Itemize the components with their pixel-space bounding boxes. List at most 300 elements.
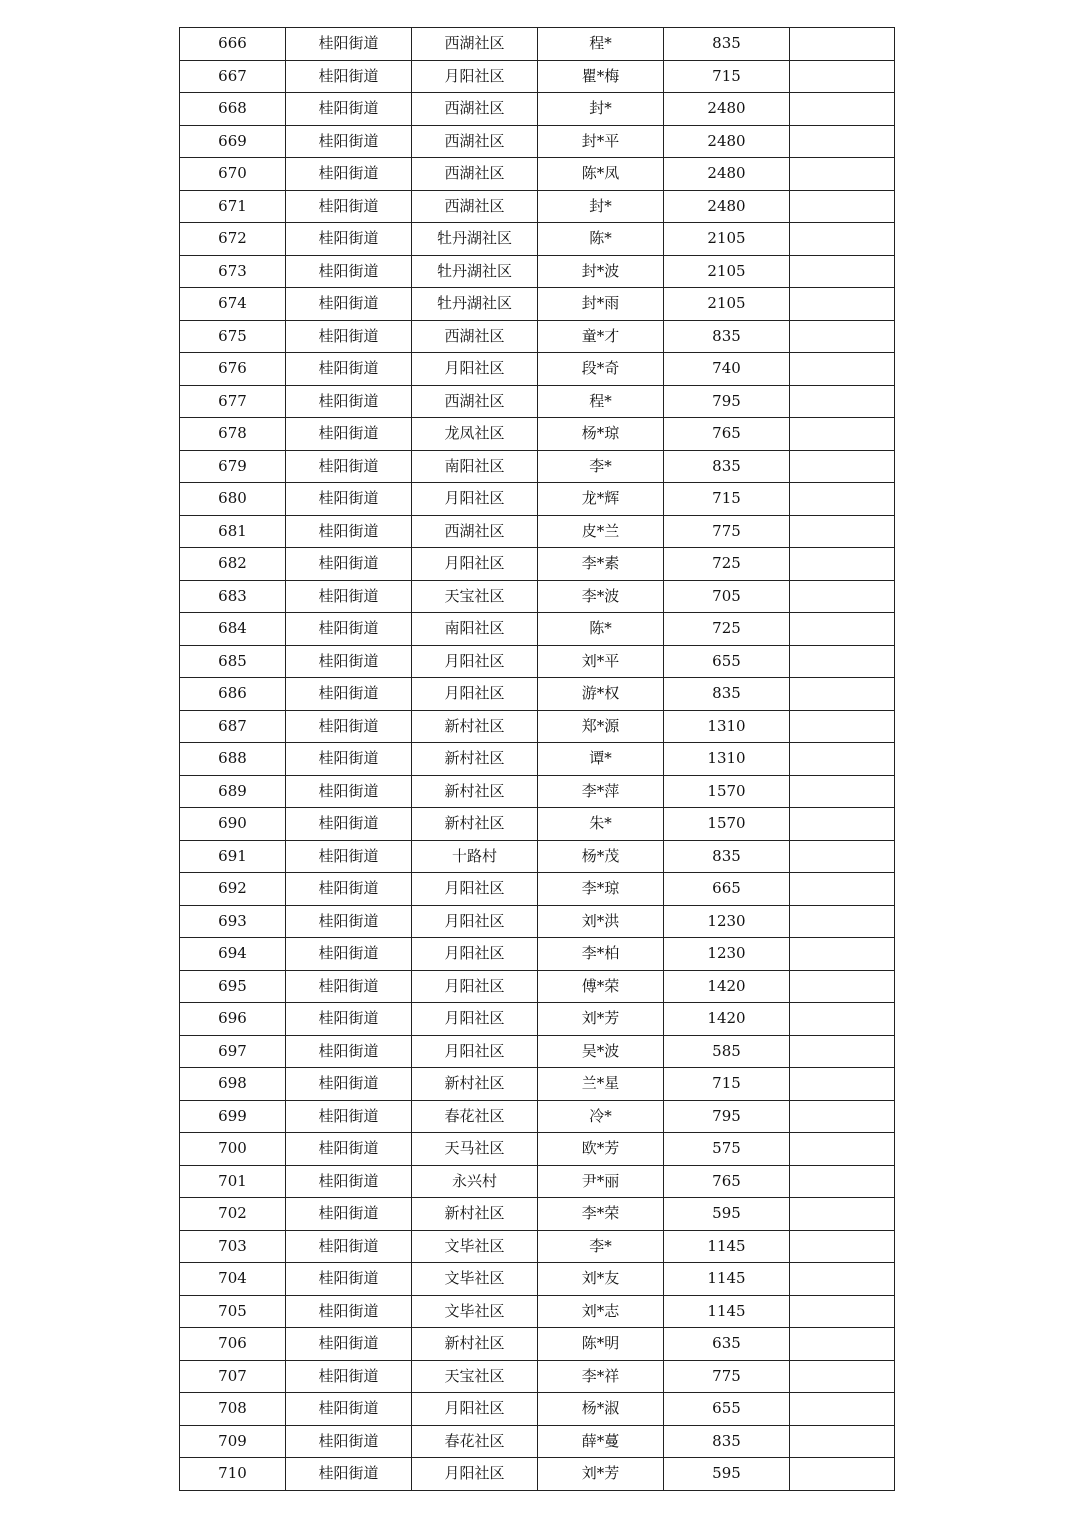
community-cell: 西湖社区 xyxy=(412,158,538,191)
street-cell: 桂阳街道 xyxy=(286,1458,412,1491)
street-cell: 桂阳街道 xyxy=(286,1328,412,1361)
amount-cell: 725 xyxy=(664,613,790,646)
community-cell: 月阳社区 xyxy=(412,1035,538,1068)
name-cell: 李*萍 xyxy=(538,775,664,808)
amount-cell: 835 xyxy=(664,678,790,711)
table-row xyxy=(180,775,895,808)
roster-table-body xyxy=(180,28,895,1491)
name-cell: 刘*洪 xyxy=(538,905,664,938)
remark-cell xyxy=(790,1068,895,1101)
remark-cell xyxy=(790,1035,895,1068)
community-cell: 文毕社区 xyxy=(412,1263,538,1296)
table-row xyxy=(180,483,895,516)
community-cell: 新村社区 xyxy=(412,775,538,808)
serial-number-cell: 689 xyxy=(180,775,286,808)
street-cell: 桂阳街道 xyxy=(286,515,412,548)
remark-cell xyxy=(790,710,895,743)
street-cell: 桂阳街道 xyxy=(286,223,412,256)
table-row xyxy=(180,808,895,841)
amount-cell: 595 xyxy=(664,1458,790,1491)
table-row xyxy=(180,1328,895,1361)
name-cell: 李* xyxy=(538,1230,664,1263)
table-row xyxy=(180,1003,895,1036)
community-cell: 西湖社区 xyxy=(412,320,538,353)
remark-cell xyxy=(790,580,895,613)
name-cell: 郑*源 xyxy=(538,710,664,743)
community-cell: 牡丹湖社区 xyxy=(412,255,538,288)
table-row xyxy=(180,1425,895,1458)
table-row xyxy=(180,905,895,938)
serial-number-cell: 671 xyxy=(180,190,286,223)
serial-number-cell: 694 xyxy=(180,938,286,971)
community-cell: 月阳社区 xyxy=(412,1003,538,1036)
amount-cell: 1230 xyxy=(664,905,790,938)
name-cell: 李* xyxy=(538,450,664,483)
street-cell: 桂阳街道 xyxy=(286,1425,412,1458)
remark-cell xyxy=(790,1295,895,1328)
table-row xyxy=(180,743,895,776)
table-row xyxy=(180,1133,895,1166)
serial-number-cell: 709 xyxy=(180,1425,286,1458)
street-cell: 桂阳街道 xyxy=(286,1198,412,1231)
community-cell: 月阳社区 xyxy=(412,873,538,906)
table-row xyxy=(180,645,895,678)
amount-cell: 715 xyxy=(664,60,790,93)
community-cell: 春花社区 xyxy=(412,1100,538,1133)
street-cell: 桂阳街道 xyxy=(286,970,412,1003)
community-cell: 西湖社区 xyxy=(412,385,538,418)
name-cell: 欧*芳 xyxy=(538,1133,664,1166)
street-cell: 桂阳街道 xyxy=(286,1003,412,1036)
community-cell: 新村社区 xyxy=(412,1198,538,1231)
remark-cell xyxy=(790,1198,895,1231)
amount-cell: 775 xyxy=(664,515,790,548)
roster-table xyxy=(179,27,895,1491)
amount-cell: 715 xyxy=(664,1068,790,1101)
remark-cell xyxy=(790,1360,895,1393)
street-cell: 桂阳街道 xyxy=(286,320,412,353)
remark-cell xyxy=(790,320,895,353)
serial-number-cell: 696 xyxy=(180,1003,286,1036)
remark-cell xyxy=(790,775,895,808)
serial-number-cell: 698 xyxy=(180,1068,286,1101)
street-cell: 桂阳街道 xyxy=(286,60,412,93)
community-cell: 南阳社区 xyxy=(412,450,538,483)
community-cell: 月阳社区 xyxy=(412,645,538,678)
name-cell: 刘*芳 xyxy=(538,1003,664,1036)
remark-cell xyxy=(790,255,895,288)
name-cell: 陈* xyxy=(538,223,664,256)
amount-cell: 595 xyxy=(664,1198,790,1231)
serial-number-cell: 675 xyxy=(180,320,286,353)
remark-cell xyxy=(790,743,895,776)
amount-cell: 1145 xyxy=(664,1230,790,1263)
community-cell: 新村社区 xyxy=(412,808,538,841)
street-cell: 桂阳街道 xyxy=(286,678,412,711)
table-row xyxy=(180,320,895,353)
street-cell: 桂阳街道 xyxy=(286,1263,412,1296)
community-cell: 月阳社区 xyxy=(412,1393,538,1426)
community-cell: 牡丹湖社区 xyxy=(412,223,538,256)
amount-cell: 2480 xyxy=(664,93,790,126)
name-cell: 童*才 xyxy=(538,320,664,353)
serial-number-cell: 685 xyxy=(180,645,286,678)
table-row xyxy=(180,353,895,386)
community-cell: 南阳社区 xyxy=(412,613,538,646)
name-cell: 游*权 xyxy=(538,678,664,711)
street-cell: 桂阳街道 xyxy=(286,1068,412,1101)
community-cell: 文毕社区 xyxy=(412,1230,538,1263)
remark-cell xyxy=(790,93,895,126)
street-cell: 桂阳街道 xyxy=(286,158,412,191)
remark-cell xyxy=(790,28,895,61)
serial-number-cell: 674 xyxy=(180,288,286,321)
serial-number-cell: 700 xyxy=(180,1133,286,1166)
remark-cell xyxy=(790,223,895,256)
serial-number-cell: 699 xyxy=(180,1100,286,1133)
community-cell: 新村社区 xyxy=(412,1328,538,1361)
remark-cell xyxy=(790,548,895,581)
remark-cell xyxy=(790,450,895,483)
table-row xyxy=(180,93,895,126)
serial-number-cell: 680 xyxy=(180,483,286,516)
name-cell: 朱* xyxy=(538,808,664,841)
serial-number-cell: 668 xyxy=(180,93,286,126)
community-cell: 新村社区 xyxy=(412,710,538,743)
amount-cell: 775 xyxy=(664,1360,790,1393)
amount-cell: 1310 xyxy=(664,743,790,776)
remark-cell xyxy=(790,190,895,223)
amount-cell: 665 xyxy=(664,873,790,906)
serial-number-cell: 708 xyxy=(180,1393,286,1426)
remark-cell xyxy=(790,515,895,548)
street-cell: 桂阳街道 xyxy=(286,938,412,971)
street-cell: 桂阳街道 xyxy=(286,840,412,873)
amount-cell: 2480 xyxy=(664,190,790,223)
remark-cell xyxy=(790,905,895,938)
amount-cell: 835 xyxy=(664,320,790,353)
table-row xyxy=(180,1263,895,1296)
name-cell: 龙*辉 xyxy=(538,483,664,516)
amount-cell: 1310 xyxy=(664,710,790,743)
amount-cell: 1145 xyxy=(664,1263,790,1296)
amount-cell: 795 xyxy=(664,1100,790,1133)
table-row xyxy=(180,125,895,158)
remark-cell xyxy=(790,125,895,158)
community-cell: 龙凤社区 xyxy=(412,418,538,451)
remark-cell xyxy=(790,385,895,418)
serial-number-cell: 693 xyxy=(180,905,286,938)
remark-cell xyxy=(790,288,895,321)
serial-number-cell: 669 xyxy=(180,125,286,158)
name-cell: 李*荣 xyxy=(538,1198,664,1231)
remark-cell xyxy=(790,873,895,906)
street-cell: 桂阳街道 xyxy=(286,1100,412,1133)
street-cell: 桂阳街道 xyxy=(286,1393,412,1426)
table-row xyxy=(180,1295,895,1328)
street-cell: 桂阳街道 xyxy=(286,808,412,841)
table-row xyxy=(180,873,895,906)
remark-cell xyxy=(790,483,895,516)
table-row xyxy=(180,970,895,1003)
remark-cell xyxy=(790,353,895,386)
street-cell: 桂阳街道 xyxy=(286,1133,412,1166)
community-cell: 月阳社区 xyxy=(412,60,538,93)
amount-cell: 575 xyxy=(664,1133,790,1166)
street-cell: 桂阳街道 xyxy=(286,28,412,61)
name-cell: 杨*茂 xyxy=(538,840,664,873)
table-row xyxy=(180,450,895,483)
remark-cell xyxy=(790,808,895,841)
street-cell: 桂阳街道 xyxy=(286,483,412,516)
serial-number-cell: 667 xyxy=(180,60,286,93)
community-cell: 天宝社区 xyxy=(412,580,538,613)
table-row xyxy=(180,1035,895,1068)
amount-cell: 655 xyxy=(664,645,790,678)
community-cell: 西湖社区 xyxy=(412,190,538,223)
table-row xyxy=(180,1100,895,1133)
street-cell: 桂阳街道 xyxy=(286,450,412,483)
amount-cell: 1570 xyxy=(664,775,790,808)
table-row xyxy=(180,1230,895,1263)
remark-cell xyxy=(790,678,895,711)
name-cell: 李*琼 xyxy=(538,873,664,906)
serial-number-cell: 702 xyxy=(180,1198,286,1231)
amount-cell: 835 xyxy=(664,28,790,61)
community-cell: 月阳社区 xyxy=(412,678,538,711)
remark-cell xyxy=(790,613,895,646)
serial-number-cell: 707 xyxy=(180,1360,286,1393)
amount-cell: 1145 xyxy=(664,1295,790,1328)
street-cell: 桂阳街道 xyxy=(286,1165,412,1198)
serial-number-cell: 686 xyxy=(180,678,286,711)
community-cell: 月阳社区 xyxy=(412,353,538,386)
serial-number-cell: 673 xyxy=(180,255,286,288)
street-cell: 桂阳街道 xyxy=(286,418,412,451)
remark-cell xyxy=(790,1165,895,1198)
community-cell: 西湖社区 xyxy=(412,93,538,126)
name-cell: 李*素 xyxy=(538,548,664,581)
amount-cell: 835 xyxy=(664,1425,790,1458)
remark-cell xyxy=(790,645,895,678)
table-row xyxy=(180,60,895,93)
community-cell: 月阳社区 xyxy=(412,483,538,516)
community-cell: 月阳社区 xyxy=(412,938,538,971)
amount-cell: 705 xyxy=(664,580,790,613)
street-cell: 桂阳街道 xyxy=(286,190,412,223)
community-cell: 天马社区 xyxy=(412,1133,538,1166)
table-row xyxy=(180,158,895,191)
amount-cell: 765 xyxy=(664,1165,790,1198)
amount-cell: 655 xyxy=(664,1393,790,1426)
name-cell: 刘*平 xyxy=(538,645,664,678)
table-row xyxy=(180,1198,895,1231)
table-row xyxy=(180,580,895,613)
name-cell: 冷* xyxy=(538,1100,664,1133)
serial-number-cell: 670 xyxy=(180,158,286,191)
serial-number-cell: 701 xyxy=(180,1165,286,1198)
remark-cell xyxy=(790,1458,895,1491)
table-row xyxy=(180,1360,895,1393)
amount-cell: 835 xyxy=(664,840,790,873)
street-cell: 桂阳街道 xyxy=(286,905,412,938)
table-row xyxy=(180,1458,895,1491)
remark-cell xyxy=(790,1230,895,1263)
name-cell: 兰*星 xyxy=(538,1068,664,1101)
serial-number-cell: 691 xyxy=(180,840,286,873)
street-cell: 桂阳街道 xyxy=(286,1360,412,1393)
table-row xyxy=(180,190,895,223)
remark-cell xyxy=(790,1328,895,1361)
table-row xyxy=(180,418,895,451)
street-cell: 桂阳街道 xyxy=(286,255,412,288)
serial-number-cell: 672 xyxy=(180,223,286,256)
amount-cell: 715 xyxy=(664,483,790,516)
serial-number-cell: 704 xyxy=(180,1263,286,1296)
name-cell: 陈*明 xyxy=(538,1328,664,1361)
serial-number-cell: 706 xyxy=(180,1328,286,1361)
street-cell: 桂阳街道 xyxy=(286,613,412,646)
serial-number-cell: 679 xyxy=(180,450,286,483)
amount-cell: 740 xyxy=(664,353,790,386)
serial-number-cell: 678 xyxy=(180,418,286,451)
street-cell: 桂阳街道 xyxy=(286,288,412,321)
table-row xyxy=(180,515,895,548)
community-cell: 月阳社区 xyxy=(412,970,538,1003)
name-cell: 李*祥 xyxy=(538,1360,664,1393)
street-cell: 桂阳街道 xyxy=(286,548,412,581)
table-row xyxy=(180,223,895,256)
amount-cell: 2105 xyxy=(664,223,790,256)
street-cell: 桂阳街道 xyxy=(286,743,412,776)
name-cell: 程* xyxy=(538,385,664,418)
name-cell: 程* xyxy=(538,28,664,61)
street-cell: 桂阳街道 xyxy=(286,645,412,678)
remark-cell xyxy=(790,1263,895,1296)
name-cell: 薛*蔓 xyxy=(538,1425,664,1458)
serial-number-cell: 710 xyxy=(180,1458,286,1491)
community-cell: 天宝社区 xyxy=(412,1360,538,1393)
street-cell: 桂阳街道 xyxy=(286,710,412,743)
community-cell: 月阳社区 xyxy=(412,905,538,938)
remark-cell xyxy=(790,938,895,971)
remark-cell xyxy=(790,970,895,1003)
serial-number-cell: 681 xyxy=(180,515,286,548)
table-row xyxy=(180,288,895,321)
community-cell: 新村社区 xyxy=(412,1068,538,1101)
name-cell: 吴*波 xyxy=(538,1035,664,1068)
table-row xyxy=(180,548,895,581)
street-cell: 桂阳街道 xyxy=(286,873,412,906)
amount-cell: 765 xyxy=(664,418,790,451)
name-cell: 封*波 xyxy=(538,255,664,288)
remark-cell xyxy=(790,1100,895,1133)
community-cell: 西湖社区 xyxy=(412,125,538,158)
serial-number-cell: 666 xyxy=(180,28,286,61)
amount-cell: 1230 xyxy=(664,938,790,971)
remark-cell xyxy=(790,1393,895,1426)
name-cell: 皮*兰 xyxy=(538,515,664,548)
amount-cell: 585 xyxy=(664,1035,790,1068)
table-row xyxy=(180,255,895,288)
community-cell: 牡丹湖社区 xyxy=(412,288,538,321)
serial-number-cell: 705 xyxy=(180,1295,286,1328)
name-cell: 谭* xyxy=(538,743,664,776)
community-cell: 文毕社区 xyxy=(412,1295,538,1328)
remark-cell xyxy=(790,158,895,191)
remark-cell xyxy=(790,418,895,451)
community-cell: 新村社区 xyxy=(412,743,538,776)
amount-cell: 2480 xyxy=(664,158,790,191)
amount-cell: 725 xyxy=(664,548,790,581)
amount-cell: 2105 xyxy=(664,288,790,321)
amount-cell: 2480 xyxy=(664,125,790,158)
remark-cell xyxy=(790,60,895,93)
community-cell: 春花社区 xyxy=(412,1425,538,1458)
name-cell: 陈* xyxy=(538,613,664,646)
street-cell: 桂阳街道 xyxy=(286,353,412,386)
community-cell: 西湖社区 xyxy=(412,28,538,61)
name-cell: 刘*友 xyxy=(538,1263,664,1296)
name-cell: 杨*琼 xyxy=(538,418,664,451)
name-cell: 陈*凤 xyxy=(538,158,664,191)
name-cell: 段*奇 xyxy=(538,353,664,386)
serial-number-cell: 683 xyxy=(180,580,286,613)
street-cell: 桂阳街道 xyxy=(286,1295,412,1328)
table-row xyxy=(180,1068,895,1101)
street-cell: 桂阳街道 xyxy=(286,93,412,126)
name-cell: 刘*志 xyxy=(538,1295,664,1328)
table-row xyxy=(180,710,895,743)
street-cell: 桂阳街道 xyxy=(286,1230,412,1263)
amount-cell: 1570 xyxy=(664,808,790,841)
serial-number-cell: 682 xyxy=(180,548,286,581)
name-cell: 李*柏 xyxy=(538,938,664,971)
name-cell: 封* xyxy=(538,93,664,126)
table-row xyxy=(180,678,895,711)
serial-number-cell: 690 xyxy=(180,808,286,841)
street-cell: 桂阳街道 xyxy=(286,580,412,613)
table-row xyxy=(180,938,895,971)
remark-cell xyxy=(790,1133,895,1166)
serial-number-cell: 703 xyxy=(180,1230,286,1263)
serial-number-cell: 688 xyxy=(180,743,286,776)
community-cell: 西湖社区 xyxy=(412,515,538,548)
name-cell: 封* xyxy=(538,190,664,223)
remark-cell xyxy=(790,1425,895,1458)
remark-cell xyxy=(790,840,895,873)
community-cell: 月阳社区 xyxy=(412,1458,538,1491)
community-cell: 十路村 xyxy=(412,840,538,873)
table-row xyxy=(180,28,895,61)
table-row xyxy=(180,840,895,873)
serial-number-cell: 687 xyxy=(180,710,286,743)
name-cell: 封*平 xyxy=(538,125,664,158)
table-row xyxy=(180,613,895,646)
amount-cell: 1420 xyxy=(664,970,790,1003)
name-cell: 瞿*梅 xyxy=(538,60,664,93)
table-row xyxy=(180,385,895,418)
name-cell: 傅*荣 xyxy=(538,970,664,1003)
serial-number-cell: 677 xyxy=(180,385,286,418)
table-row xyxy=(180,1165,895,1198)
name-cell: 杨*淑 xyxy=(538,1393,664,1426)
street-cell: 桂阳街道 xyxy=(286,1035,412,1068)
name-cell: 李*波 xyxy=(538,580,664,613)
serial-number-cell: 676 xyxy=(180,353,286,386)
serial-number-cell: 684 xyxy=(180,613,286,646)
community-cell: 永兴村 xyxy=(412,1165,538,1198)
